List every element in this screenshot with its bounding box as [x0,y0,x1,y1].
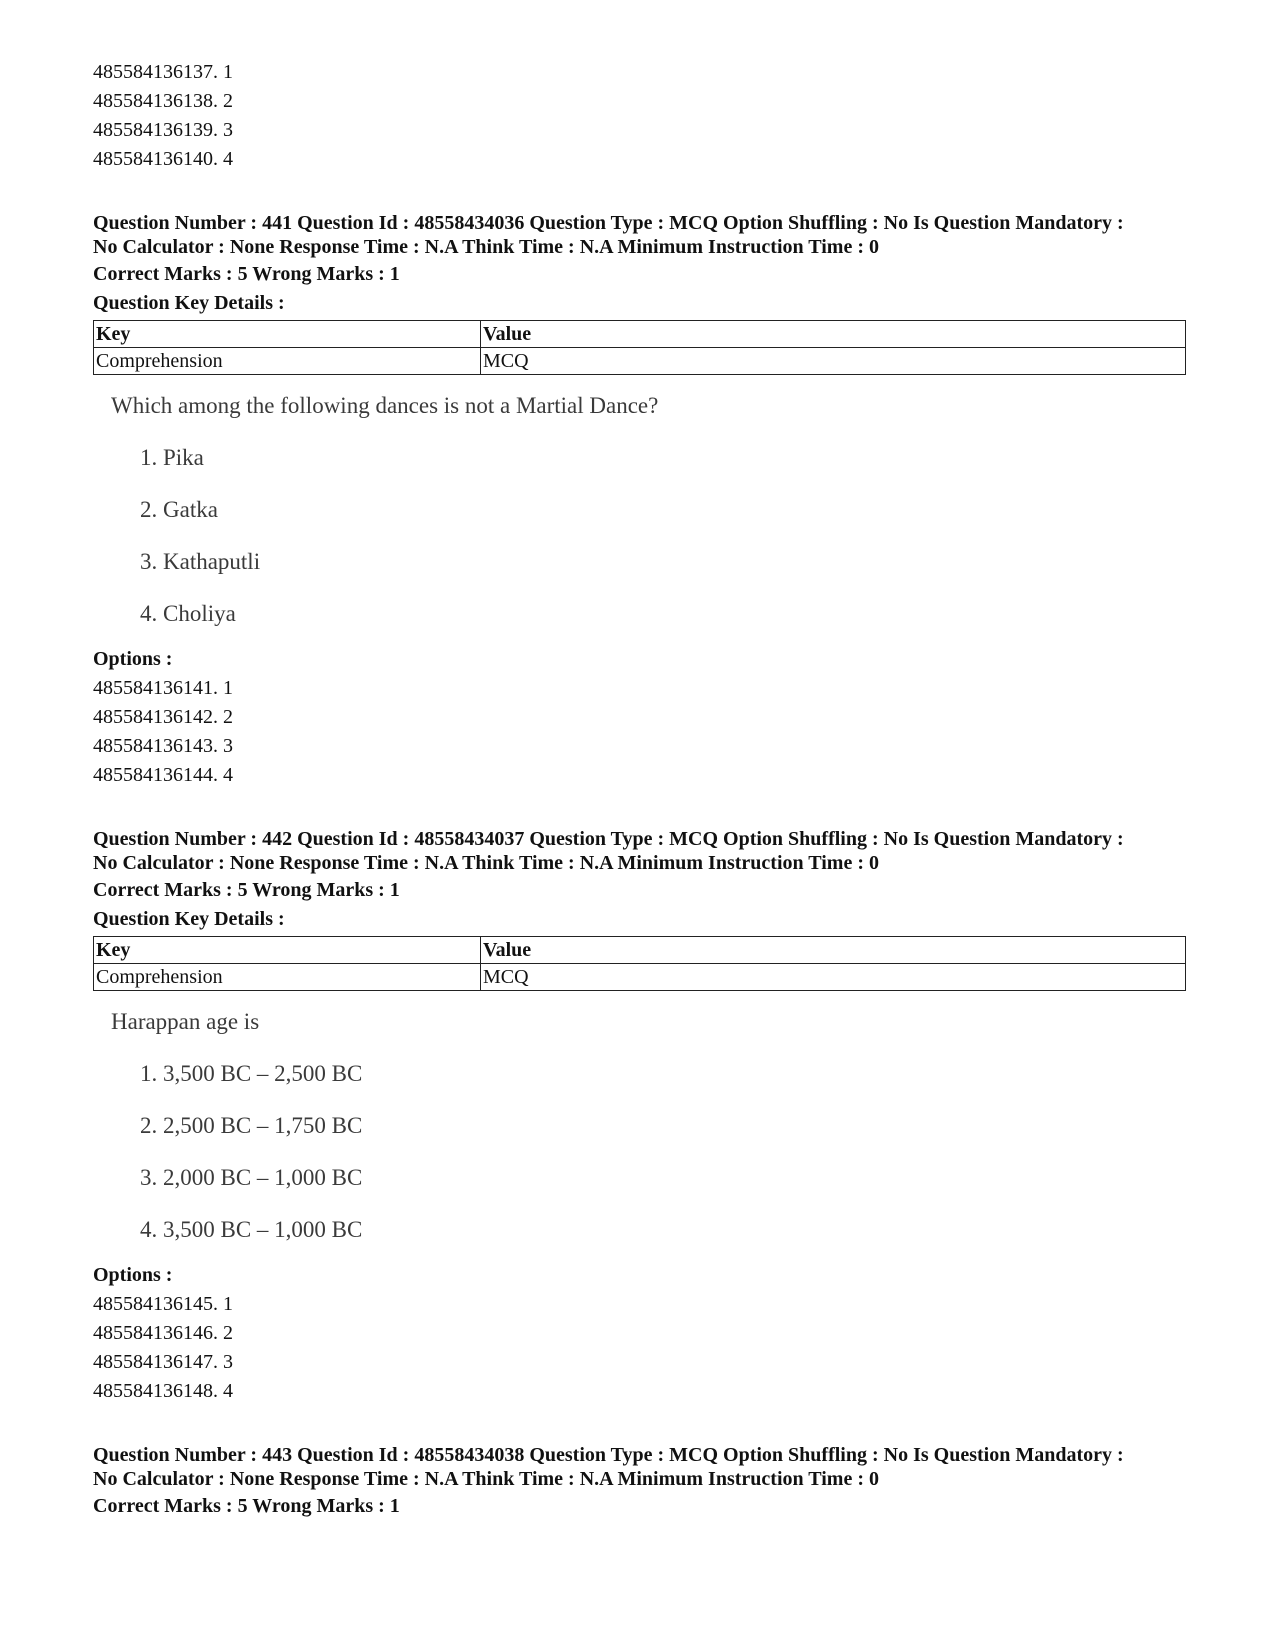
table-row [94,348,1186,375]
option-line: 485584136139. 3 [93,119,233,141]
option-line: 485584136145. 1 [93,1293,233,1315]
answer-choice: 1. Pika [140,445,204,470]
question-header-line2: No Calculator : None Response Time : N.A Think Time : N.A Minimum Instruction Time : 0 [93,236,879,258]
question-header-line1: Question Number : 442 Question Id : 48558434037 Question Type : MCQ Option Shuffling : No Is Question Mandatory : [93,828,1124,850]
question-header [93,1443,1193,1491]
option-line: 485584136144. 4 [93,764,233,786]
table-header-value: Value [481,321,1186,348]
table-cell-key: Comprehension [94,964,481,991]
answer-choice: 3. 2,000 BC – 1,000 BC [140,1165,363,1190]
answer-choice: 1. 3,500 BC – 2,500 BC [140,1061,363,1086]
question-block-442 [93,827,1183,1406]
answer-choice: 2. 2,500 BC – 1,750 BC [140,1113,363,1138]
key-details-table [93,320,1186,375]
table-header-key: Key [94,937,481,964]
question-header-line2: No Calculator : None Response Time : N.A Think Time : N.A Minimum Instruction Time : 0 [93,1468,879,1490]
key-details-label: Question Key Details : [93,292,285,314]
options-list [93,674,1183,790]
option-line: 485584136148. 4 [93,1380,233,1402]
option-line: 485584136143. 3 [93,735,233,757]
marks-line: Correct Marks : 5 Wrong Marks : 1 [93,263,400,285]
table-header-row [94,937,1186,964]
option-line: 485584136141. 1 [93,677,233,699]
option-line: 485584136146. 2 [93,1322,233,1344]
answer-choice: 4. Choliya [140,601,236,626]
question-block-443 [93,1443,1183,1521]
question-header-line2: No Calculator : None Response Time : N.A Think Time : N.A Minimum Instruction Time : 0 [93,852,879,874]
options-list [93,1290,1183,1406]
marks-line: Correct Marks : 5 Wrong Marks : 1 [93,879,400,901]
option-line: 485584136137. 1 [93,61,233,83]
question-image [111,375,1183,629]
question-header [93,827,1193,875]
question-block-441 [93,211,1183,790]
marks-line: Correct Marks : 5 Wrong Marks : 1 [93,1495,400,1517]
option-line: 485584136147. 3 [93,1351,233,1373]
key-details-label: Question Key Details : [93,908,285,930]
question-header-line1: Question Number : 441 Question Id : 48558434036 Question Type : MCQ Option Shuffling : No Is Question Mandatory : [93,212,1124,234]
question-image [111,991,1183,1245]
key-details-table [93,936,1186,991]
document-page [93,58,1183,1521]
question-header [93,211,1193,259]
question-text: Which among the following dances is not a Martial Dance? [111,393,659,418]
option-line: 485584136138. 2 [93,90,233,112]
options-label: Options : [93,1264,173,1286]
options-label: Options : [93,648,173,670]
option-line: 485584136142. 2 [93,706,233,728]
question-header-line1: Question Number : 443 Question Id : 48558434038 Question Type : MCQ Option Shuffling : No Is Question Mandatory : [93,1444,1124,1466]
table-cell-value: MCQ [481,964,1186,991]
answer-choice: 2. Gatka [140,497,218,522]
table-cell-value: MCQ [481,348,1186,375]
answer-choice: 3. Kathaputli [140,549,261,574]
table-cell-key: Comprehension [94,348,481,375]
question-text: Harappan age is [111,1009,260,1034]
table-header-key: Key [94,321,481,348]
option-line: 485584136140. 4 [93,148,233,170]
table-header-row [94,321,1186,348]
table-header-value: Value [481,937,1186,964]
options-list-previous [93,58,1183,174]
answer-choice: 4. 3,500 BC – 1,000 BC [140,1217,363,1242]
table-row [94,964,1186,991]
